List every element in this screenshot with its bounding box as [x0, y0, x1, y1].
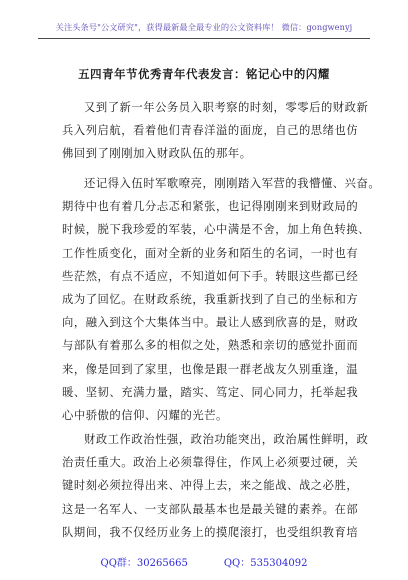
text-line: 些茫然，有点不适应，不知道如何下手。转眼这些都已经: [62, 269, 359, 283]
text-line: 时候，脱下我珍爱的军装，心中满是不舍，加上角色转换、: [62, 223, 371, 237]
paragraph-2: [62, 172, 381, 427]
header-divider: [38, 38, 370, 39]
qq-group-number: QQ群：30265665: [100, 558, 188, 569]
qq-number: QQ：535304092: [223, 558, 308, 569]
text-line: 向，融入到这个大集体当中。最让人感到欣喜的是，财政: [62, 316, 359, 330]
text-line: 这是一名军人、一支部队最基本也是最关键的素养。在部: [62, 502, 359, 516]
text-line: 财政工作政治性强，政治功能突出，政治属性鲜明，政: [84, 433, 369, 446]
text-line: 治责任重大。政治上必须靠得住，作风上必须要过硬，关: [62, 456, 359, 470]
paragraph-1: [62, 96, 369, 166]
text-line: 队期间，我不仅经历业务上的摸爬滚打，也受组织教育培: [62, 525, 359, 539]
text-line: 暖、坚韧、充满力量，踏实、笃定、同心同力，托举起我: [62, 385, 359, 399]
text-line: 来，像是回到了家里，也像是跟一群老战友久别重逢，温: [62, 362, 359, 376]
page-header: 关注头条号"公文研究"，获得最新最全最专业的公文资料库！ 微信：gongwenyj: [55, 22, 353, 32]
document-title: 五四青年节优秀青年代表发言：铭记心中的闪耀: [78, 67, 330, 81]
text-line: 期待中也有着几分忐忑和紧张，也记得刚刚来到财政局的: [62, 200, 359, 214]
text-line: 兵入列启航，看着他们青春洋溢的面庞，自己的思绪也仿: [62, 124, 359, 138]
text-line: 与部队有着那么多的相似之处，熟悉和亲切的感觉扑面而: [62, 339, 359, 353]
text-line: 佛回到了刚刚加入财政队伍的那年。: [62, 147, 252, 161]
text-line: 键时刻必须拉得出来、冲得上去，来之能战、战之必胜，: [62, 479, 359, 493]
text-line: 工作性质变化，面对全新的业务和陌生的名词，一时也有: [62, 246, 359, 260]
text-line: 又到了新一年公务员入职考察的时刻，零零后的财政新: [84, 101, 369, 114]
text-line: 成为了回忆。在财政系统，我重新找到了自己的坐标和方: [62, 292, 359, 306]
text-line: 心中骄傲的信仰、闪耀的光芒。: [62, 408, 228, 422]
text-line: 还记得入伍时军歌嘹亮，刚刚踏入军营的我懵懂、兴奋。: [84, 177, 381, 190]
paragraph-3: [62, 428, 369, 544]
page-footer: [0, 554, 408, 569]
